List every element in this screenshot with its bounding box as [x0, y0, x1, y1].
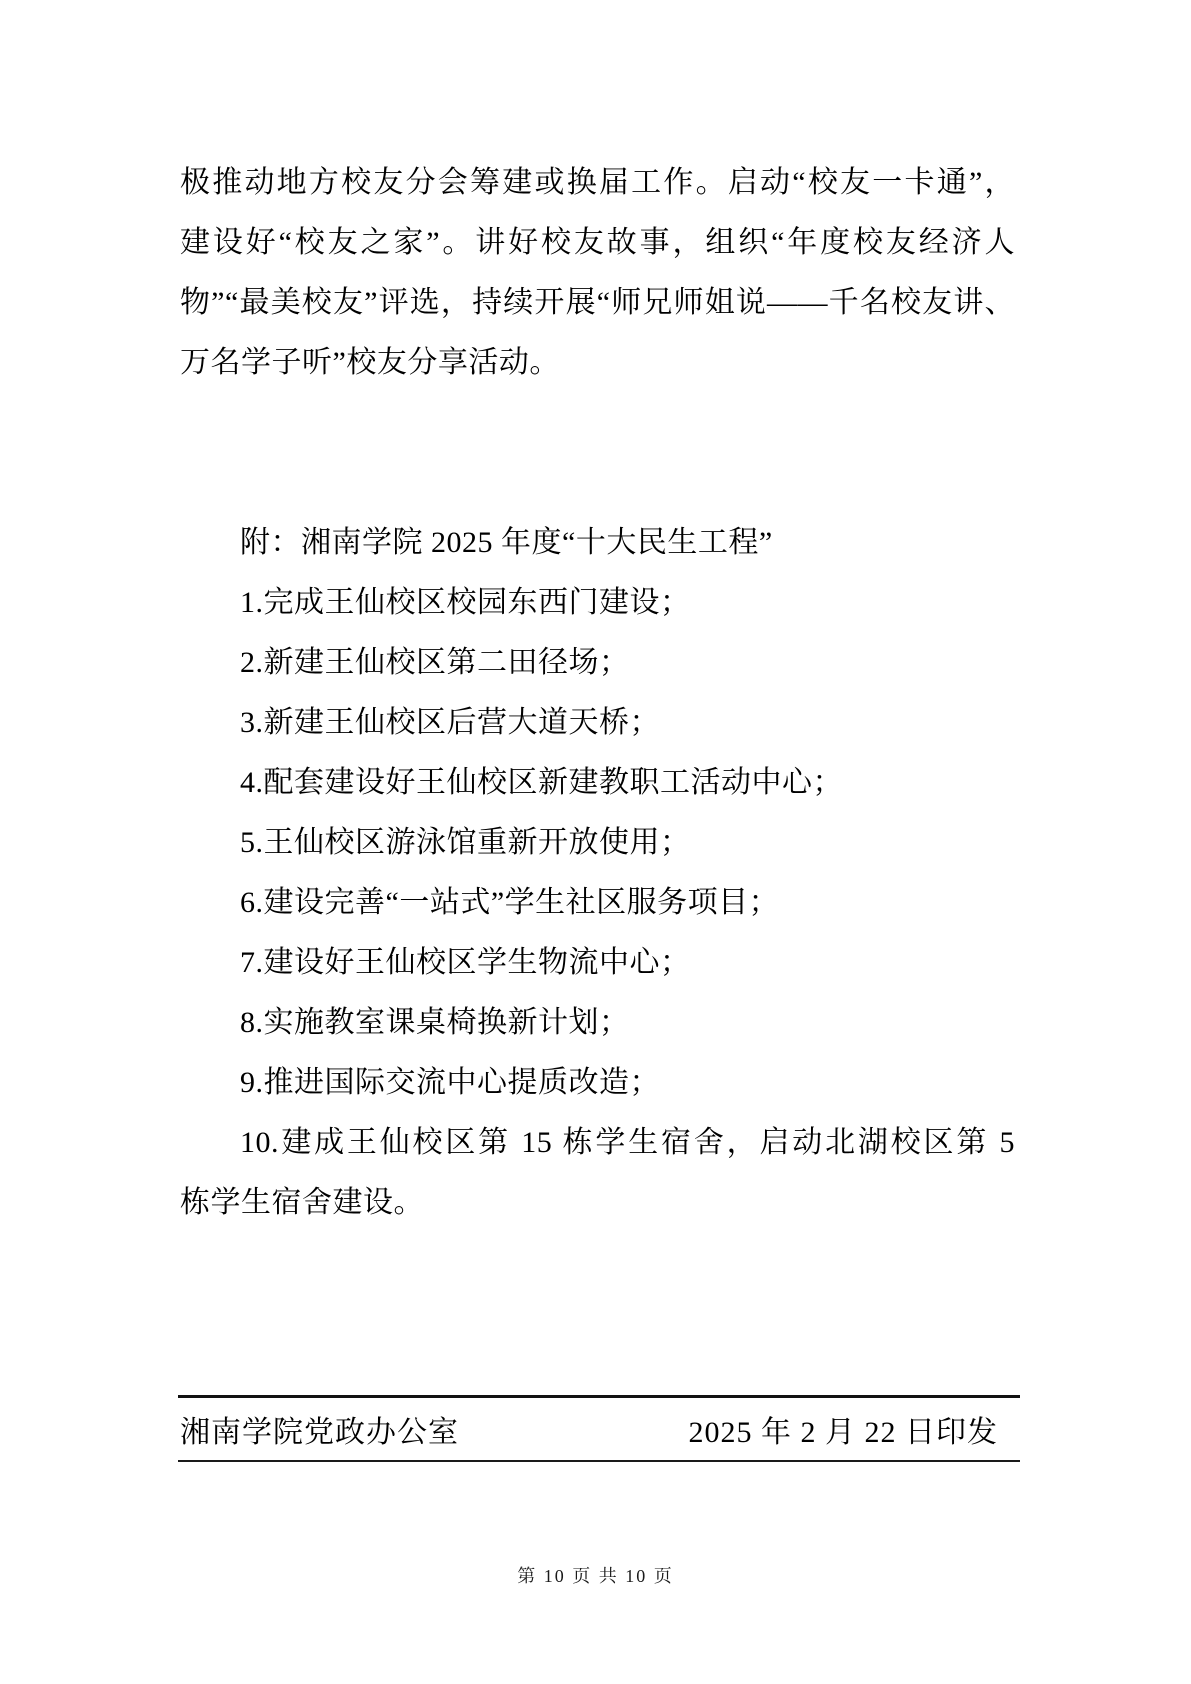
attachment-heading: 附：湘南学院 2025 年度“十大民生工程” [240, 526, 773, 559]
attachment-item: 4.配套建设好王仙校区新建教职工活动中心； [240, 766, 843, 799]
paragraph-line: 极推动地方校友分会筹建或换届工作。启动“校友一卡通”， [180, 166, 1015, 199]
document-body [180, 153, 1015, 1233]
paragraph-line: 建设好“校友之家”。讲好校友故事，组织“年度校友经济人 [180, 226, 1015, 259]
attachment-item: 3.新建王仙校区后营大道天桥； [240, 706, 660, 739]
attachment-item: 2.新建王仙校区第二田径场； [240, 646, 630, 679]
attachment-item: 7.建设好王仙校区学生物流中心； [240, 946, 691, 979]
attachment-item: 9.推进国际交流中心提质改造； [240, 1066, 660, 1099]
imprint-row [178, 1398, 1020, 1460]
imprint-block [178, 1395, 1020, 1462]
paragraph-line: 物”“最美校友”评选，持续开展“师兄师姐说——千名校友讲、 [180, 286, 1015, 319]
attachment-item: 1.完成王仙校区校园东西门建设； [240, 586, 691, 619]
paragraph-line: 万名学子听”校友分享活动。 [180, 346, 560, 379]
imprint-print-date: 2025 年 2 月 22 日印发 [688, 1416, 998, 1449]
attachment-item: 10.建成王仙校区第 15 栋学生宿舍，启动北湖校区第 5 [240, 1126, 1015, 1159]
attachment-item: 5.王仙校区游泳馆重新开放使用； [240, 826, 691, 859]
imprint-issuer: 湘南学院党政办公室 [180, 1416, 459, 1449]
attachment-item: 6.建设完善“一站式”学生社区服务项目； [240, 886, 780, 919]
attachment-item: 8.实施教室课桌椅换新计划； [240, 1006, 630, 1039]
attachment-item-wrap-line: 栋学生宿舍建设。 [180, 1186, 424, 1219]
blank-space [180, 393, 1015, 513]
page-number: 第 10 页 共 10 页 [517, 1566, 674, 1586]
